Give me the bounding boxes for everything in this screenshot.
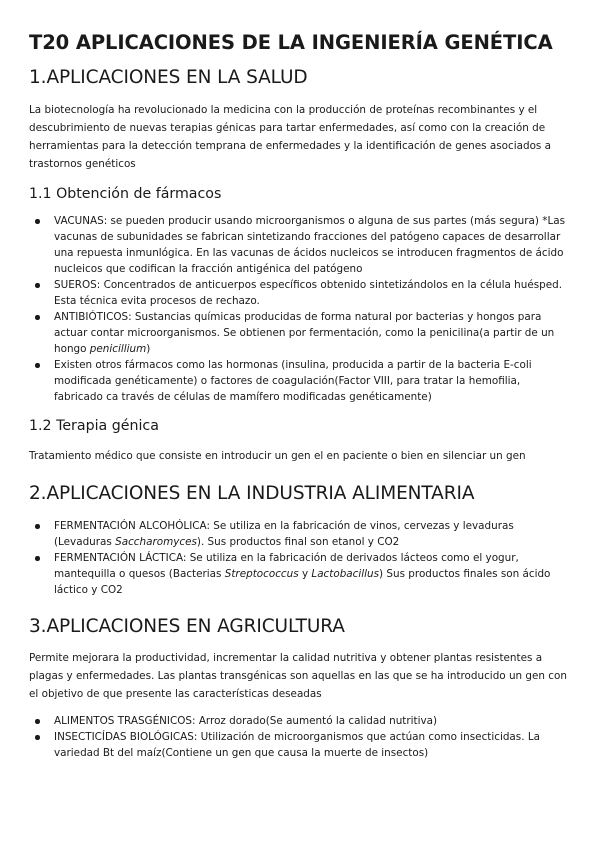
lactobacillus-italic: Lactobacillus <box>311 568 380 580</box>
subsection-1-2-text: Tratamiento médico que consiste en introducir un gen el en paciente o bien en silenciar un gen <box>29 450 526 462</box>
section-3-heading: 3.APLICACIONES EN AGRICULTURA <box>29 616 345 637</box>
list-item-sueros: SUEROS: Concentrados de anticuerpos específicos obtenido sintetizándolos en la célula huésped. Esta técnica evita procesos de rechazo. <box>54 277 572 309</box>
section-3-intro: Permite mejorara la productividad, incrementar la calidad nutritiva y obtener plantas resistentes a plagas y enfermedades. Las plantas transgénicas son aquellas en las que se ha introducido un gen con el objetivo de que presente las características deseadas <box>29 652 567 700</box>
subsection-1-2-heading: 1.2 Terapia génica <box>29 418 159 434</box>
lactica-text: FERMENTACIÓN LÁCTICA: Se utiliza en la fabricación de derivados lácteos como el yogur, mantequilla o quesos (Bacterias <box>54 552 519 580</box>
section-1-heading: 1.APLICACIONES EN LA SALUD <box>29 67 308 88</box>
section-2-heading: 2.APLICACIONES EN LA INDUSTRIA ALIMENTARIA <box>29 483 475 504</box>
penicillium-italic: penicillium <box>89 343 147 355</box>
antibioticos-close: ) <box>146 343 151 355</box>
saccharomyces-italic: Saccharomyces <box>115 536 197 548</box>
list-item-otros-farmacos: Existen otros fármacos como las hormonas (insulina, producida a partir de la bacteria E-coli modificada genéticamente) o factores de coagulación(Factor VIII, para tratar la hemofilia, fabricado ca través de células de mamífero modificadas genéticamente) <box>54 357 572 405</box>
list-item-fermentacion-alcoholica <box>54 518 572 550</box>
antibioticos-text: ANTIBIÓTICOS: Sustancias químicas producidas de forma natural por bacterias y hongos para actuar contar microorganismos. Se obtienen por fermentación, como la penicilina(a partir de un hongo <box>54 311 555 355</box>
list-item-vacunas: VACUNAS: se pueden producir usando microorganismos o alguna de sus partes (más segura) *Las vacunas de subunidades se fabrican sintetizando fracciones del patógeno capaces de desarrollar una repuesta inmunlógica. En las vacunas de ácidos nucleicos se introducen fragmentos de ácido nucleicos que codifican la fracción antigénica del patógeno <box>54 213 572 277</box>
alcoholica-text: FERMENTACIÓN ALCOHÓLICA: Se utiliza en la fabricación de vinos, cervezas y levaduras (Levaduras <box>54 520 514 548</box>
list-item-antibioticos <box>54 309 572 357</box>
document-title: T20 APLICACIONES DE LA INGENIERÍA GENÉTICA <box>29 31 553 54</box>
lactica-and: y <box>301 568 309 580</box>
list-item-fermentacion-lactica <box>54 550 572 598</box>
list-item-alimentos-transgenicos: ALIMENTOS TRASGÉNICOS: Arroz dorado(Se aumentó la calidad nutritiva) <box>54 713 572 729</box>
alcoholica-end: ). Sus productos final son etanol y CO2 <box>196 536 400 548</box>
food-industry-list <box>29 518 572 598</box>
lactica-end: ) Sus productos finales son ácido láctico y CO2 <box>54 568 551 596</box>
section-1-intro: La biotecnología ha revolucionado la medicina con la producción de proteínas recombinantes y el descubrimiento de nuevas terapias génicas para tartar enfermedades, así como con la creación de herramientas para la detección temprana de enfermedades y la identificación de genes asociados a trastornos genéticos <box>29 104 552 170</box>
agriculture-list <box>29 713 572 761</box>
drug-list <box>29 213 572 405</box>
streptococcus-italic: Streptococcus <box>224 568 299 580</box>
list-item-insecticidas-biologicas: INSECTICÍDAS BIOLÓGICAS: Utilización de microorganismos que actúan como insecticidas. La variedad Bt del maíz(Contiene un gen que causa la muerte de insectos) <box>54 729 572 761</box>
subsection-1-1-heading: 1.1 Obtención de fármacos <box>29 186 222 202</box>
